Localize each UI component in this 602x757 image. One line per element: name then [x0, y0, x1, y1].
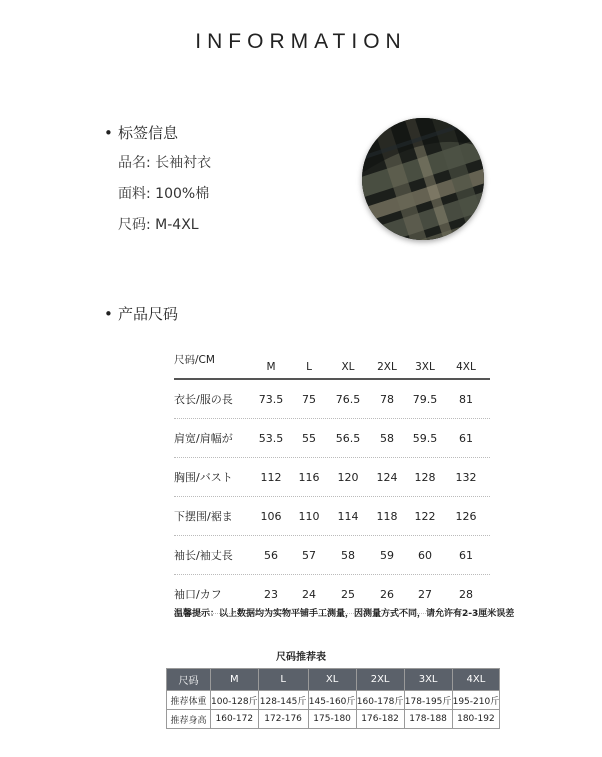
- table-cell: 178-195斤: [404, 691, 452, 710]
- measurement-note: 温馨提示：以上数据均为实物平铺手工测量，因测量方式不同，请允许有2-3厘米误差: [174, 609, 515, 619]
- table-cell: 55: [302, 431, 316, 445]
- table-cell: 100-128斤: [211, 691, 259, 710]
- table-header-cell: M: [211, 669, 259, 691]
- page-title: INFORMATION: [195, 30, 407, 53]
- table-cell: 128: [414, 470, 436, 484]
- size-header-cell: 2XL: [377, 361, 397, 373]
- table-cell: 195-210斤: [452, 691, 500, 710]
- table-row: [174, 380, 490, 419]
- table-row: [167, 691, 500, 710]
- table-cell: 78: [380, 392, 394, 406]
- table-row: [174, 536, 490, 575]
- table-cell: 126: [455, 509, 477, 523]
- table-cell: 122: [414, 509, 436, 523]
- table-header-cell: 4XL: [452, 669, 500, 691]
- table-cell: 160-172: [211, 710, 259, 729]
- row-label: 衣长/服の長: [174, 393, 233, 406]
- table-cell: 56.5: [335, 431, 361, 445]
- label-section-title: 标签信息: [118, 124, 179, 142]
- size-section-heading: [104, 303, 178, 324]
- plaid-pattern: [362, 118, 484, 240]
- size-section-title: 产品尺码: [118, 305, 179, 323]
- size-unit-label: 尺码/CM: [174, 354, 215, 366]
- table-row: [174, 419, 490, 458]
- table-cell: 58: [380, 431, 394, 445]
- table-cell: 25: [341, 587, 355, 601]
- table-cell: 132: [455, 470, 477, 484]
- table-cell: 79.5: [412, 392, 438, 406]
- table-cell: 56: [264, 548, 278, 562]
- bullet-icon: •: [104, 124, 113, 142]
- table-cell: 53.5: [258, 431, 284, 445]
- table-cell: 175-180: [308, 710, 356, 729]
- table-header-cell: XL: [308, 669, 356, 691]
- row-label: 推荐身高: [167, 710, 211, 729]
- table-cell: 27: [418, 587, 432, 601]
- table-cell: 73.5: [258, 392, 284, 406]
- table-cell: 57: [302, 548, 316, 562]
- size-header-cell: M: [266, 361, 276, 373]
- size-chart-table: [174, 350, 490, 614]
- table-cell: 112: [260, 470, 282, 484]
- plaid-fabric-swatch: [362, 118, 484, 240]
- row-label: 胸围/バスト: [174, 471, 233, 484]
- size-header-cell: XL: [341, 361, 355, 373]
- table-header-cell: 尺码: [167, 669, 211, 691]
- table-cell: 160-178斤: [356, 691, 404, 710]
- table-cell: 176-182: [356, 710, 404, 729]
- table-cell: 106: [260, 509, 282, 523]
- table-cell: 145-160斤: [308, 691, 356, 710]
- row-label: 袖长/袖丈長: [174, 549, 233, 562]
- table-cell: 110: [298, 509, 320, 523]
- table-cell: 60: [418, 548, 432, 562]
- table-cell: 26: [380, 587, 394, 601]
- table-cell: 178-188: [404, 710, 452, 729]
- recommendation-title: 尺码推荐表: [276, 652, 326, 663]
- table-row: [174, 458, 490, 497]
- table-cell: 58: [341, 548, 355, 562]
- table-cell: 28: [459, 587, 473, 601]
- size-chart-header: [174, 350, 490, 380]
- table-cell: 124: [376, 470, 398, 484]
- size-range-line: 尺码: M-4XL: [118, 217, 199, 233]
- table-cell: 128-145斤: [258, 691, 308, 710]
- size-header-cell: 4XL: [456, 361, 476, 373]
- table-row: [167, 710, 500, 729]
- table-header-row: [167, 669, 500, 691]
- bullet-icon: •: [104, 305, 113, 323]
- table-header-cell: 2XL: [356, 669, 404, 691]
- table-cell: 120: [337, 470, 359, 484]
- table-header-cell: L: [258, 669, 308, 691]
- table-cell: 114: [337, 509, 359, 523]
- table-cell: 59.5: [412, 431, 438, 445]
- table-cell: 118: [376, 509, 398, 523]
- row-label: 袖口/カフ: [174, 588, 222, 601]
- table-cell: 24: [302, 587, 316, 601]
- row-label: 推荐体重: [167, 691, 211, 710]
- table-cell: 59: [380, 548, 394, 562]
- table-cell: 61: [459, 431, 473, 445]
- table-cell: 116: [298, 470, 320, 484]
- label-section-heading: [104, 122, 178, 143]
- row-label: 肩宽/肩幅が: [174, 432, 233, 445]
- table-row: [174, 497, 490, 536]
- table-cell: 75: [302, 392, 316, 406]
- size-header-cell: L: [306, 361, 312, 373]
- table-cell: 76.5: [335, 392, 361, 406]
- row-label: 下摆围/裾ま: [174, 510, 233, 523]
- size-header-cell: 3XL: [415, 361, 435, 373]
- table-cell: 180-192: [452, 710, 500, 729]
- fabric-line: 面料: 100%棉: [118, 186, 210, 202]
- table-cell: 61: [459, 548, 473, 562]
- table-cell: 23: [264, 587, 278, 601]
- product-name-line: 品名: 长袖衬衣: [118, 155, 212, 171]
- table-cell: 81: [459, 392, 473, 406]
- table-cell: 172-176: [258, 710, 308, 729]
- size-recommendation-table: [166, 668, 500, 729]
- table-header-cell: 3XL: [404, 669, 452, 691]
